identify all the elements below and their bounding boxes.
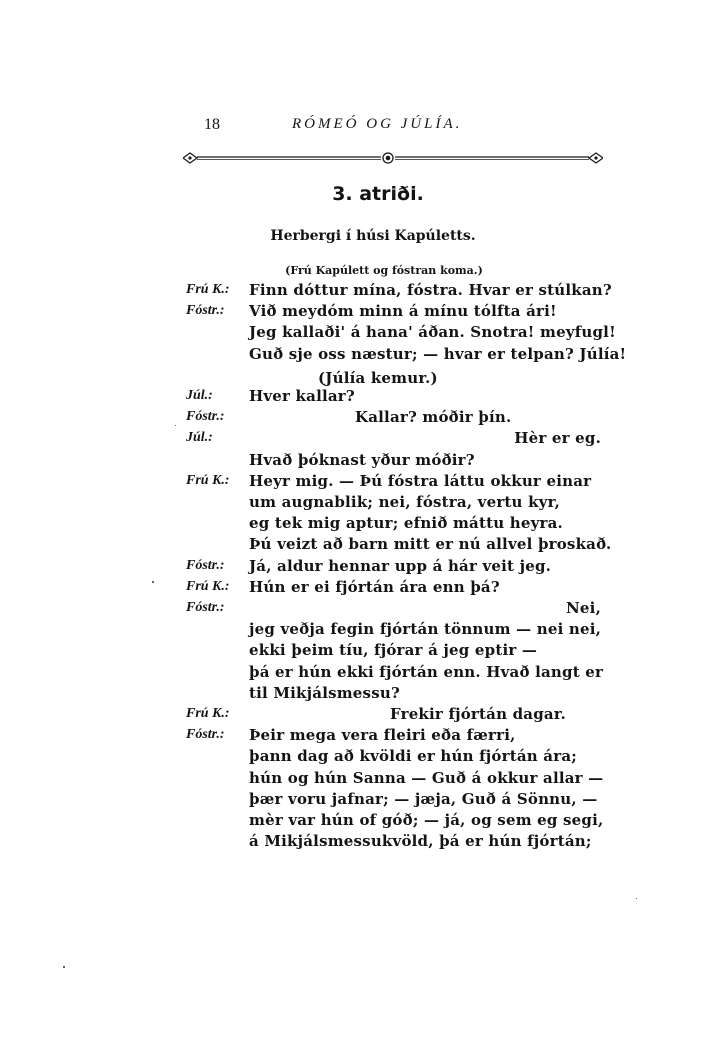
verse-line: þær voru jafnar; — jæja, Guð á Sönnu, — bbox=[249, 790, 598, 808]
setting-text: Herbergi í húsi Kapúletts. bbox=[270, 228, 476, 244]
speaker-label: Fóstr.: bbox=[186, 600, 225, 615]
verse-line: Hún er ei fjórtán ára enn þá? bbox=[249, 578, 500, 596]
verse-line: Kallar? móðir þín. bbox=[355, 408, 512, 426]
speaker-label: Júl.: bbox=[186, 388, 213, 403]
verse-line: Þú veizt að barn mitt er nú allvel þroskað. bbox=[249, 535, 612, 553]
scene-heading bbox=[0, 183, 720, 205]
verse-line: um augnablik; nei, fóstra, vertu kyr, bbox=[249, 493, 561, 511]
print-speck bbox=[63, 966, 65, 968]
verse-line: Hèr er eg. bbox=[514, 429, 601, 447]
page-number: 18 bbox=[204, 116, 220, 133]
speaker-label: Fóstr.: bbox=[186, 303, 225, 318]
verse-line: Við meydóm minn á mínu tólfta ári! bbox=[249, 302, 557, 320]
ornament-right-diamond-icon bbox=[589, 153, 603, 163]
verse-line: Já, aldur hennar upp á hár veit jeg. bbox=[249, 557, 552, 575]
verse-line: Guð sje oss næstur; — hvar er telpan? Júlía! bbox=[249, 345, 627, 363]
speaker-label: Fóstr.: bbox=[186, 558, 225, 573]
verse-line: Heyr mig. — Þú fóstra láttu okkur einar bbox=[249, 472, 592, 490]
verse-line: hún og hún Sanna — Guð á okkur allar — bbox=[249, 769, 604, 787]
speaker-label: Frú K.: bbox=[186, 579, 230, 594]
running-title: RÓMEÓ OG JÚLÍA. bbox=[292, 116, 463, 132]
verse-line: Hver kallar? bbox=[249, 387, 355, 405]
verse-line: þann dag að kvöldi er hún fjórtán ára; bbox=[249, 747, 577, 765]
verse-line: Þeir mega vera fleiri eða færri, bbox=[249, 726, 516, 744]
verse-line: jeg veðja fegin fjórtán tönnum — nei nei, bbox=[249, 620, 602, 638]
stage-direction: (Frú Kapúlett og fóstran koma.) bbox=[285, 264, 483, 277]
verse-line: mèr var hún of góð; — já, og sem eg segi, bbox=[249, 811, 604, 829]
speaker-label: Júl.: bbox=[186, 430, 213, 445]
ornament-center-rosette-icon bbox=[383, 153, 393, 163]
speaker-label: Frú K.: bbox=[186, 706, 230, 721]
speaker-label: Frú K.: bbox=[186, 282, 230, 297]
stage-direction-block bbox=[0, 259, 720, 278]
speaker-label: Fóstr.: bbox=[186, 727, 225, 742]
speaker-label: Frú K.: bbox=[186, 473, 230, 488]
running-header bbox=[204, 116, 614, 140]
speaker-label: Fóstr.: bbox=[186, 409, 225, 424]
verse-line: Hvað þóknast yður móðir? bbox=[249, 451, 475, 469]
print-speck bbox=[636, 898, 637, 899]
verse-line: á Mikjálsmessukvöld, þá er hún fjórtán; bbox=[249, 832, 592, 850]
verse-line: Frekir fjórtán dagar. bbox=[390, 705, 566, 723]
verse-line: til Mikjálsmessu? bbox=[249, 684, 400, 702]
print-speck bbox=[175, 425, 176, 426]
verse-line: Nei, bbox=[566, 599, 601, 617]
verse-line: eg tek mig aptur; efnið máttu heyra. bbox=[249, 514, 563, 532]
scene-title: 3. atriði. bbox=[332, 183, 424, 205]
verse-line: Finn dóttur mína, fóstra. Hvar er stúlkan? bbox=[249, 281, 612, 299]
scene-setting bbox=[0, 228, 720, 244]
verse-line: ekki þeim tíu, fjórar á jeg eptir — bbox=[249, 641, 538, 659]
ornamental-rule bbox=[183, 150, 603, 166]
ornament-left-diamond-icon bbox=[183, 153, 197, 163]
verse-line: Jeg kallaði' á hana' áðan. Snotra! meyfugl! bbox=[249, 323, 616, 341]
print-speck bbox=[152, 581, 154, 583]
verse-line: þá er hún ekki fjórtán enn. Hvað langt er bbox=[249, 663, 604, 681]
stage-direction: (Júlía kemur.) bbox=[318, 369, 438, 387]
